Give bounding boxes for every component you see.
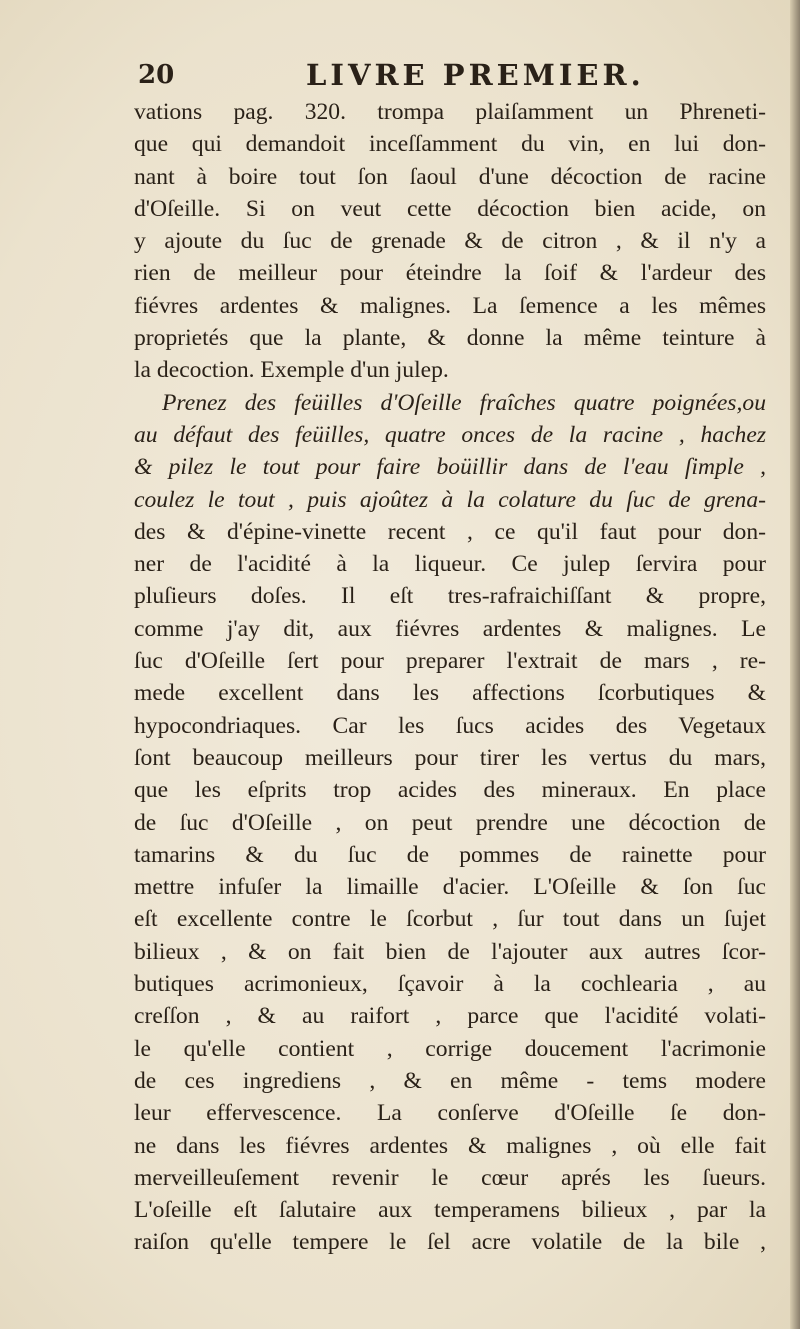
text-line: eſt excellente contre le ſcorbut , ſur tout dans un ſujet [134, 906, 766, 933]
text-line: comme j'ay dit, aux fiévres ardentes & malignes. Le [134, 615, 766, 642]
text-line: mettre infuſer la limaille d'acier. L'Oſeille & ſon ſuc [134, 874, 766, 901]
text-line: bilieux , & on fait bien de l'ajouter aux autres ſcor- [134, 938, 766, 965]
text-line: vations pag. 320. trompa plaiſamment un Phreneti- [134, 99, 766, 125]
page-header [138, 58, 778, 98]
text-line: de ſuc d'Oſeille , on peut prendre une décoction de [134, 809, 766, 836]
recipe-line: & pilez le tout pour faire boüillir dans de l'eau ſimple , [134, 454, 766, 481]
text-line: ner de l'acidité à la liqueur. Ce julep ſervira pour [134, 551, 766, 578]
recipe-line: Prenez des feüilles d'Oſeille fraîches quatre poignées,ou [162, 389, 766, 416]
running-title: LIVRE PREMIER. [306, 58, 645, 92]
page-number: 20 [138, 60, 175, 90]
text-line: la decoction. Exemple d'un julep. [134, 357, 449, 384]
text-line: raiſon qu'elle tempere le ſel acre volatile de la bile , [134, 1229, 766, 1256]
page-edge-shadow [790, 0, 800, 1329]
text-line: fiévres ardentes & malignes. La ſemence a les mêmes [134, 292, 766, 319]
text-line: hypocondriaques. Car les ſucs acides des Vegetaux [134, 712, 766, 739]
recipe-line: coulez le tout , puis ajoûtez à la colature du ſuc de grena- [134, 486, 766, 513]
text-line: leur effervescence. La conſerve d'Oſeille ſe don- [134, 1100, 766, 1127]
text-line: y ajoute du ſuc de grenade & de citron , & il n'y a [134, 228, 766, 255]
text-line: le qu'elle contient , corrige doucement l'acrimonie [134, 1035, 766, 1062]
recipe-line: au défaut des feüilles, quatre onces de la racine , hachez [134, 421, 766, 448]
text-line: rien de meilleur pour éteindre la ſoif & l'ardeur des [134, 260, 766, 287]
text-line: que qui demandoit inceſſamment du vin, en lui don- [134, 131, 766, 158]
text-line: ſuc d'Oſeille ſert pour preparer l'extrait de mars , re- [134, 648, 766, 675]
text-line: merveilleuſement revenir le cœur aprés les ſueurs. [134, 1164, 766, 1191]
body-text [134, 96, 766, 1259]
text-line: proprietés que la plante, & donne la même teinture à [134, 325, 766, 352]
text-line: des & d'épine-vinette recent , ce qu'il faut pour don- [134, 518, 766, 545]
text-line: mede excellent dans les affections ſcorbutiques & [134, 680, 766, 707]
text-line: ne dans les fiévres ardentes & malignes , où elle fait [134, 1132, 766, 1159]
text-line: creſſon , & au raifort , parce que l'acidité volati- [134, 1003, 766, 1030]
text-line: L'oſeille eſt ſalutaire aux temperamens bilieux , par la [134, 1197, 766, 1224]
text-line: que les eſprits trop acides des mineraux. En place [134, 777, 766, 804]
text-line: nant à boire tout ſon ſaoul d'une décoction de racine [134, 163, 766, 190]
text-line: pluſieurs doſes. Il eſt tres-rafraichiſſant & propre, [134, 583, 766, 610]
text-line: tamarins & du ſuc de pommes de rainette pour [134, 841, 766, 868]
text-line: d'Oſeille. Si on veut cette décoction bien acide, on [134, 195, 766, 222]
text-line: butiques acrimonieux, ſçavoir à la cochlearia , au [134, 971, 766, 998]
text-line: de ces ingrediens , & en même - tems modere [134, 1067, 766, 1094]
text-line: ſont beaucoup meilleurs pour tirer les vertus du mars, [134, 744, 766, 771]
